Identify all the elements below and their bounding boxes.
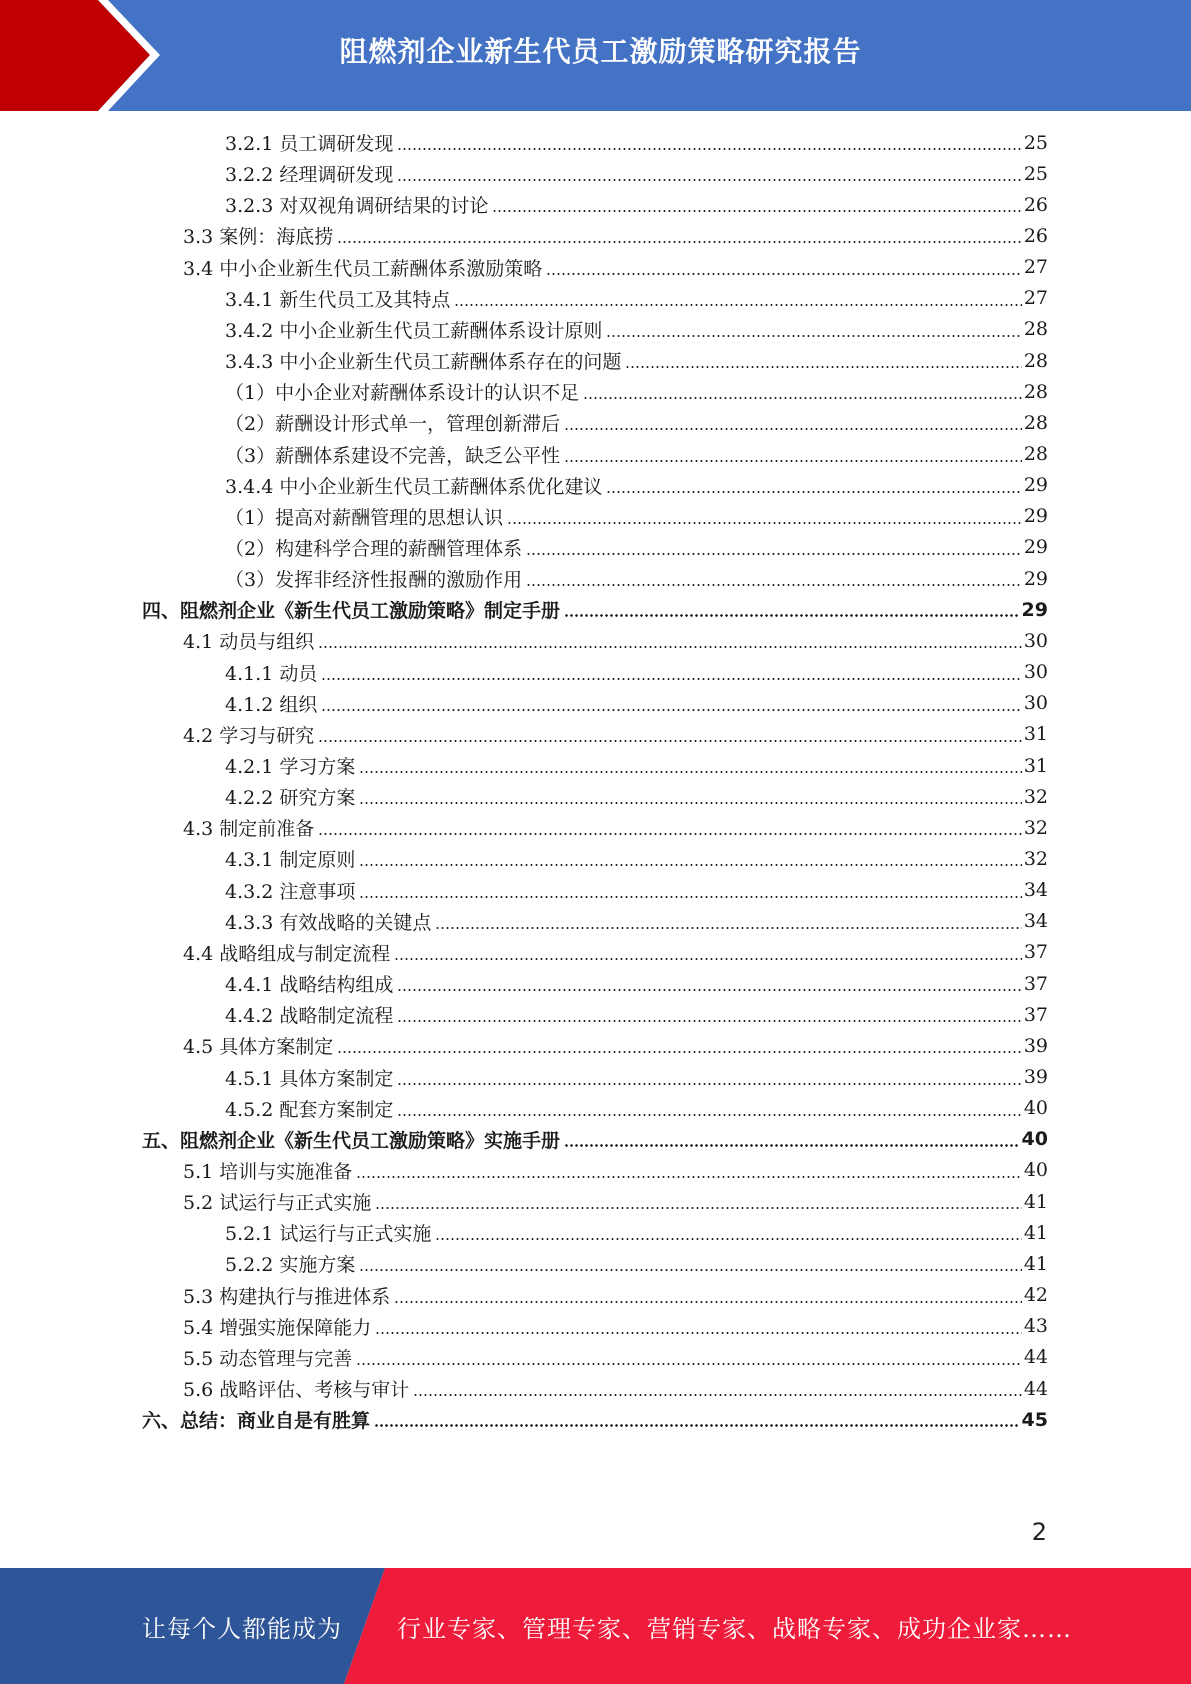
toc-dot-leader	[359, 802, 1021, 804]
toc-entry-title: 4.5.1 具体方案制定	[225, 1067, 394, 1090]
toc-dot-leader	[454, 304, 1021, 306]
toc-dot-leader	[374, 1424, 1020, 1427]
toc-entry-page: 29	[1023, 536, 1048, 559]
toc-entry[interactable]	[225, 563, 1048, 594]
footer-slogan-left: 让每个人都能成为	[142, 1614, 342, 1643]
toc-entry[interactable]	[183, 1373, 1048, 1404]
toc-entry[interactable]	[183, 812, 1048, 843]
toc-entry-title: （1）提高对薪酬管理的思想认识	[225, 506, 504, 529]
toc-entry-page: 28	[1023, 349, 1048, 372]
toc-entry[interactable]	[183, 1342, 1048, 1373]
toc-entry[interactable]	[225, 781, 1048, 812]
footer-slogan-right: 行业专家、管理专家、营销专家、战略专家、成功企业家……	[397, 1614, 1072, 1643]
toc-entry-page: 30	[1023, 629, 1048, 652]
toc-entry-title: 4.4 战略组成与制定流程	[183, 942, 391, 965]
toc-entry-title: 4.4.1 战略结构组成	[225, 974, 394, 997]
toc-entry-title: 4.3 制定前准备	[183, 818, 315, 841]
toc-entry-title: 四、阻燃剂企业《新生代员工激励策略》制定手册	[142, 600, 561, 623]
toc-entry[interactable]	[225, 407, 1048, 438]
toc-entry[interactable]	[225, 1093, 1048, 1124]
toc-entry[interactable]	[183, 252, 1048, 283]
toc-entry[interactable]	[225, 1248, 1048, 1279]
toc-entry-page: 32	[1023, 847, 1048, 870]
toc-entry-page: 30	[1023, 661, 1048, 684]
toc-dot-leader	[625, 366, 1021, 368]
document-title: 阻燃剂企业新生代员工激励策略研究报告	[339, 35, 862, 68]
toc-entry-title: 六、总结：商业自是有胜算	[142, 1410, 371, 1433]
toc-entry-title: 4.2 学习与研究	[183, 724, 315, 747]
toc-entry-page: 28	[1023, 411, 1048, 434]
toc-entry-title: （3）薪酬体系建设不完善，缺乏公平性	[225, 444, 561, 467]
page-footer	[0, 1568, 1191, 1684]
toc-dot-leader	[564, 460, 1022, 462]
toc-entry-title: 3.4.3 中小企业新生代员工薪酬体系存在的问题	[225, 351, 622, 374]
toc-dot-leader	[526, 553, 1022, 555]
toc-entry-page: 30	[1023, 692, 1048, 715]
toc-entry-title: （3）发挥非经济性报酬的激励作用	[225, 569, 523, 592]
toc-entry-page: 39	[1023, 1034, 1048, 1057]
toc-entry-title: 5.5 动态管理与完善	[183, 1347, 353, 1370]
toc-dot-leader	[606, 335, 1021, 337]
toc-entry-title: 3.4.2 中小企业新生代员工薪酬体系设计原则	[225, 319, 603, 342]
toc-dot-leader	[606, 491, 1021, 493]
toc-entry-title: 4.5.2 配套方案制定	[225, 1098, 394, 1121]
toc-dot-leader	[394, 958, 1022, 960]
toc-entry[interactable]	[225, 439, 1048, 470]
toc-entry-title: 5.2.1 试运行与正式实施	[225, 1223, 432, 1246]
toc-entry-title: 3.2.2 经理调研发现	[225, 164, 394, 187]
toc-entry-page: 28	[1023, 318, 1048, 341]
toc-entry-title: 4.1.1 动员	[225, 662, 318, 685]
toc-dot-leader	[564, 614, 1020, 617]
toc-entry-title: （2）薪酬设计形式单一，管理创新滞后	[225, 413, 561, 436]
toc-entry-page: 41	[1023, 1221, 1048, 1244]
toc-dot-leader	[397, 1114, 1021, 1116]
toc-entry-page: 25	[1023, 131, 1048, 154]
toc-entry-page: 29	[1023, 567, 1048, 590]
toc-dot-leader	[359, 1269, 1021, 1271]
toc-dot-leader	[321, 709, 1021, 711]
toc-entry-page: 41	[1023, 1190, 1048, 1213]
toc-entry[interactable]	[183, 1186, 1048, 1217]
toc-entry[interactable]	[183, 625, 1048, 656]
toc-dot-leader	[397, 179, 1021, 181]
toc-entry-page: 31	[1023, 754, 1048, 777]
toc-dot-leader	[507, 522, 1022, 524]
toc-entry-title: 3.2.1 员工调研发现	[225, 133, 394, 155]
toc-entry-title: 5.6 战略评估、考核与审计	[183, 1379, 410, 1401]
toc-entry-page: 29	[1021, 598, 1048, 621]
toc-entry[interactable]	[225, 875, 1048, 906]
toc-dot-leader	[526, 584, 1022, 586]
toc-dot-leader	[583, 397, 1022, 399]
toc-dot-leader	[546, 273, 1022, 275]
toc-dot-leader	[359, 864, 1021, 866]
page-header	[0, 0, 1191, 111]
toc-dot-leader	[492, 210, 1021, 212]
toc-dot-leader	[397, 989, 1021, 991]
toc-entry-page: 37	[1023, 941, 1048, 964]
toc-entry[interactable]	[225, 906, 1048, 937]
toc-dot-leader	[397, 1020, 1021, 1022]
toc-entry-page: 37	[1023, 972, 1048, 995]
toc-entry-title: 5.4 增强实施保障能力	[183, 1316, 372, 1339]
toc-entry[interactable]	[142, 594, 1048, 625]
toc-entry[interactable]	[183, 1311, 1048, 1342]
toc-entry[interactable]	[142, 1124, 1048, 1155]
toc-dot-leader	[564, 1144, 1020, 1147]
toc-entry-page: 29	[1023, 505, 1048, 528]
toc-entry-page: 42	[1023, 1284, 1048, 1307]
toc-dot-leader	[337, 241, 1022, 243]
toc-entry-title: 5.1 培训与实施准备	[183, 1160, 353, 1183]
toc-entry[interactable]	[225, 532, 1048, 563]
toc-entry[interactable]	[225, 1217, 1048, 1248]
toc-entry-title: 4.4.2 战略制定流程	[225, 1005, 394, 1028]
toc-entry-page: 34	[1023, 910, 1048, 933]
toc-dot-leader	[397, 148, 1021, 150]
toc-dot-leader	[435, 1238, 1021, 1240]
toc-entry-page: 32	[1023, 816, 1048, 839]
toc-entry[interactable]	[225, 688, 1048, 719]
toc-dot-leader	[321, 678, 1021, 680]
toc-entry[interactable]	[225, 470, 1048, 501]
toc-entry-page: 26	[1023, 193, 1048, 216]
toc-entry-title: 4.2.2 研究方案	[225, 787, 356, 810]
toc-dot-leader	[394, 1301, 1022, 1303]
toc-dot-leader	[397, 1083, 1021, 1085]
toc-dot-leader	[337, 1051, 1022, 1053]
toc-entry-title: 4.2.1 学习方案	[225, 756, 356, 778]
toc-entry-page: 27	[1023, 256, 1048, 279]
toc-entry-page: 40	[1021, 1128, 1048, 1151]
toc-entry-page: 44	[1023, 1377, 1048, 1400]
toc-entry-page: 43	[1023, 1315, 1048, 1338]
toc-entry-title: 4.3.3 有效战略的关键点	[225, 911, 432, 934]
toc-entry-page: 34	[1023, 879, 1048, 902]
toc-dot-leader	[375, 1207, 1022, 1209]
toc-entry-title: 5.3 构建执行与推进体系	[183, 1285, 391, 1308]
toc-entry[interactable]	[183, 1030, 1048, 1061]
toc-entry-title: （2）构建科学合理的薪酬管理体系	[225, 537, 523, 560]
toc-entry[interactable]	[142, 1404, 1048, 1435]
toc-entry-title: 4.1 动员与组织	[183, 631, 315, 654]
toc-dot-leader	[413, 1394, 1022, 1396]
toc-dot-leader	[359, 771, 1021, 773]
toc-entry-title: 5.2 试运行与正式实施	[183, 1192, 372, 1215]
toc-entry-page: 37	[1023, 1003, 1048, 1026]
toc-entry-page: 28	[1023, 380, 1048, 403]
toc-entry-title: 3.4.4 中小企业新生代员工薪酬体系优化建议	[225, 475, 603, 498]
toc-entry-title: 3.4.1 新生代员工及其特点	[225, 288, 451, 311]
toc-entry-page: 28	[1023, 443, 1048, 465]
toc-entry[interactable]	[225, 968, 1048, 999]
toc-entry-title: 4.5 具体方案制定	[183, 1036, 334, 1059]
toc-entry-page: 44	[1023, 1346, 1048, 1369]
toc-entry[interactable]	[225, 158, 1048, 189]
toc-dot-leader	[318, 646, 1022, 648]
toc-entry-title: 3.2.3 对双视角调研结果的讨论	[225, 195, 489, 218]
toc-entry-page: 41	[1023, 1252, 1048, 1275]
toc-entry[interactable]	[225, 657, 1048, 688]
page-number: 2	[1031, 1518, 1047, 1546]
toc-dot-leader	[356, 1363, 1022, 1365]
toc-entry[interactable]	[225, 127, 1048, 158]
toc-dot-leader	[318, 833, 1022, 835]
toc-entry-page: 25	[1023, 162, 1048, 185]
toc-entry[interactable]	[183, 1155, 1048, 1186]
toc-entry-title: 4.3.2 注意事项	[225, 880, 356, 903]
toc-entry-page: 45	[1021, 1408, 1048, 1431]
toc-entry-title: 3.3 案例：海底捞	[183, 226, 334, 249]
toc-entry-page: 26	[1023, 224, 1048, 247]
toc-entry-page: 29	[1023, 474, 1048, 497]
toc-entry[interactable]	[183, 719, 1048, 750]
toc-entry-title: 5.2.2 实施方案	[225, 1254, 356, 1277]
toc-entry[interactable]	[225, 345, 1048, 376]
toc-dot-leader	[359, 896, 1021, 898]
toc-entry[interactable]	[225, 843, 1048, 874]
toc-entry-page: 39	[1023, 1066, 1048, 1088]
toc-entry-page: 40	[1023, 1097, 1048, 1120]
toc-dot-leader	[435, 927, 1021, 929]
toc-entry-title: 五、阻燃剂企业《新生代员工激励策略》实施手册	[142, 1129, 561, 1152]
toc-entry-page: 40	[1023, 1159, 1048, 1182]
toc-entry[interactable]	[225, 750, 1048, 781]
toc-entry[interactable]	[225, 1062, 1048, 1093]
toc-entry-title: 3.4 中小企业新生代员工薪酬体系激励策略	[183, 257, 543, 280]
toc-entry-title: 4.3.1 制定原则	[225, 849, 356, 872]
toc-entry[interactable]	[183, 1280, 1048, 1311]
toc-dot-leader	[375, 1332, 1022, 1334]
toc-entry[interactable]	[225, 376, 1048, 407]
toc-dot-leader	[318, 740, 1022, 742]
toc-entry[interactable]	[225, 314, 1048, 345]
toc-entry[interactable]	[225, 283, 1048, 314]
toc-entry-title: 4.1.2 组织	[225, 693, 318, 716]
toc-entry[interactable]	[225, 501, 1048, 532]
toc-entry[interactable]	[225, 999, 1048, 1030]
toc-entry[interactable]	[183, 220, 1048, 251]
toc-entry-title: （1）中小企业对薪酬体系设计的认识不足	[225, 382, 580, 405]
toc-entry-page: 27	[1023, 287, 1048, 310]
toc-dot-leader	[564, 428, 1022, 430]
toc-entry[interactable]	[225, 189, 1048, 220]
toc-entry-page: 31	[1023, 723, 1048, 746]
toc-entry[interactable]	[183, 937, 1048, 968]
toc-dot-leader	[356, 1176, 1022, 1178]
toc-entry-page: 32	[1023, 785, 1048, 808]
